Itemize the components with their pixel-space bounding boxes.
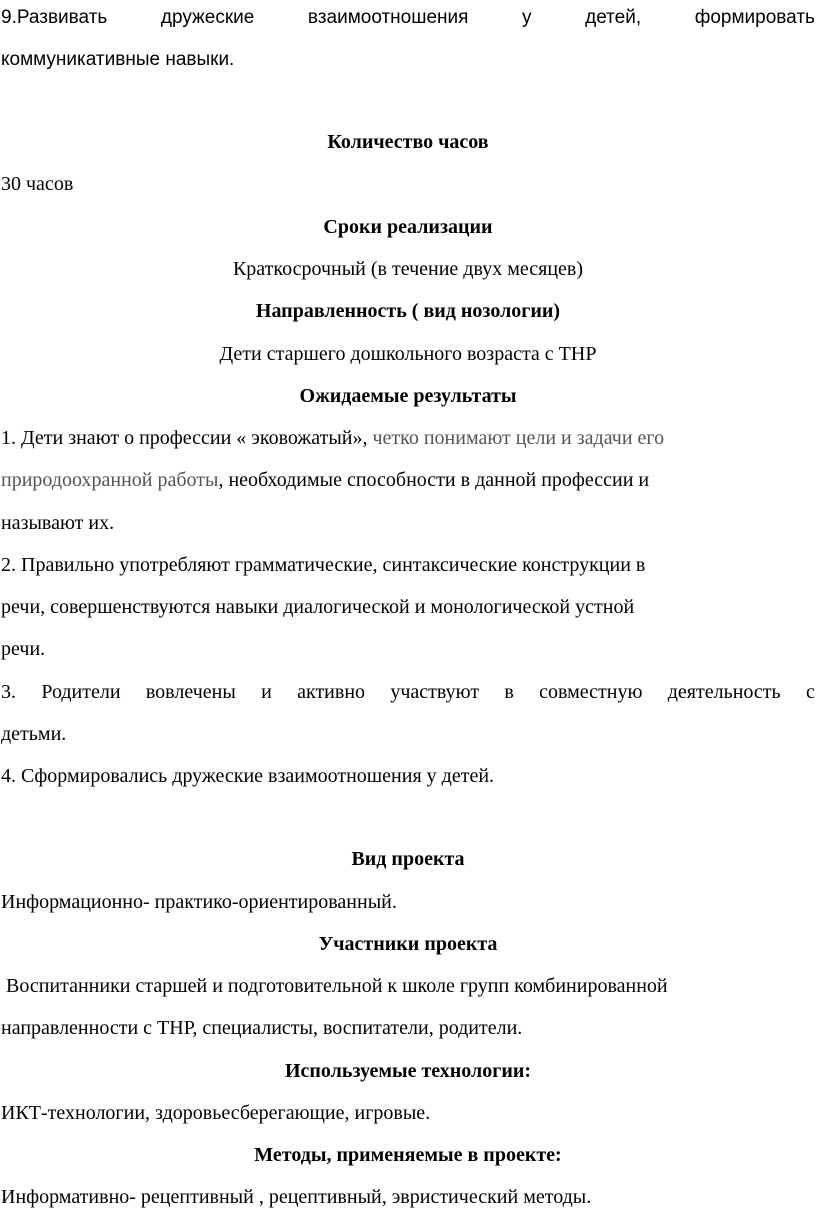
goal-9-word: формировать	[694, 7, 815, 28]
result-3-word: с	[805, 681, 815, 703]
result-3-word: участвуют	[390, 681, 480, 703]
result-2-line-3: речи.	[1, 638, 46, 660]
project-type-value: Информационно- практико-ориентированный.	[1, 891, 397, 913]
goal-9-word: 9.Развивать	[1, 7, 108, 28]
result-3-word: в	[504, 681, 514, 703]
result-3-line-2: детьми.	[1, 723, 67, 745]
result-3-word: активно	[297, 681, 366, 703]
hours-heading: Количество часов	[327, 131, 489, 153]
participants-line-1: Воспитанники старшей и подготовительной к школе групп комбинированной	[1, 975, 668, 997]
participants-line-2: направленности с ТНР, специалисты, воспитатели, родители.	[1, 1017, 523, 1039]
methods-value: Информативно- рецептивный , рецептивный, эвристический методы.	[1, 1186, 592, 1208]
methods-heading: Методы, применяемые в проекте:	[254, 1144, 562, 1166]
result-3-word: 3.	[1, 681, 16, 703]
result-3-word: деятельность	[667, 681, 781, 703]
results-heading: Ожидаемые результаты	[299, 385, 517, 407]
goal-9-word: взаимоотношения	[307, 7, 469, 28]
goal-9-word: дружеские	[160, 7, 255, 28]
result-2-line-1: 2. Правильно употребляют грамматические, синтаксические конструкции в	[1, 554, 646, 576]
goal-9-line-2: коммуникативные навыки.	[1, 49, 235, 70]
hours-value: 30 часов	[1, 173, 74, 195]
result-1-text-gray: природоохранной работы	[1, 469, 219, 491]
technologies-heading: Используемые технологии:	[284, 1060, 532, 1082]
result-1-text: 1. Дети знают о профессии « эковожатый»	[1, 427, 363, 449]
result-3-line-1	[1, 676, 815, 708]
result-3-word: совместную	[539, 681, 643, 703]
project-type-heading: Вид проекта	[351, 848, 465, 870]
direction-value: Дети старшего дошкольного возраста с ТНР	[219, 343, 597, 365]
result-1-line-1	[1, 422, 815, 454]
technologies-value: ИКТ-технологии, здоровьесберегающие, игровые.	[1, 1102, 431, 1124]
result-1-line-2	[1, 464, 815, 496]
result-1-text: ,	[362, 427, 373, 449]
terms-value: Краткосрочный (в течение двух месяцев)	[232, 258, 584, 280]
participants-heading: Участники проекта	[318, 933, 498, 955]
result-3-word: вовлечены	[145, 681, 236, 703]
result-2-line-2: речи, совершенствуются навыки диалогической и монологической устной	[1, 596, 635, 618]
result-4: 4. Сформировались дружеские взаимоотношения у детей.	[1, 765, 495, 787]
goal-9-word: детей,	[585, 7, 642, 28]
goal-9-line-1	[1, 2, 815, 34]
terms-heading: Сроки реализации	[323, 216, 493, 238]
result-1-line-3: называют их.	[1, 512, 115, 534]
result-3-word: и	[261, 681, 272, 703]
direction-heading: Направленность ( вид нозологии)	[255, 300, 561, 322]
result-1-text: , необходимые способности в данной профессии и	[218, 469, 650, 491]
goal-9-word: у	[522, 7, 532, 28]
result-3-word: Родители	[41, 681, 121, 703]
result-1-text-gray: четко понимают цели и задачи его	[372, 427, 665, 449]
